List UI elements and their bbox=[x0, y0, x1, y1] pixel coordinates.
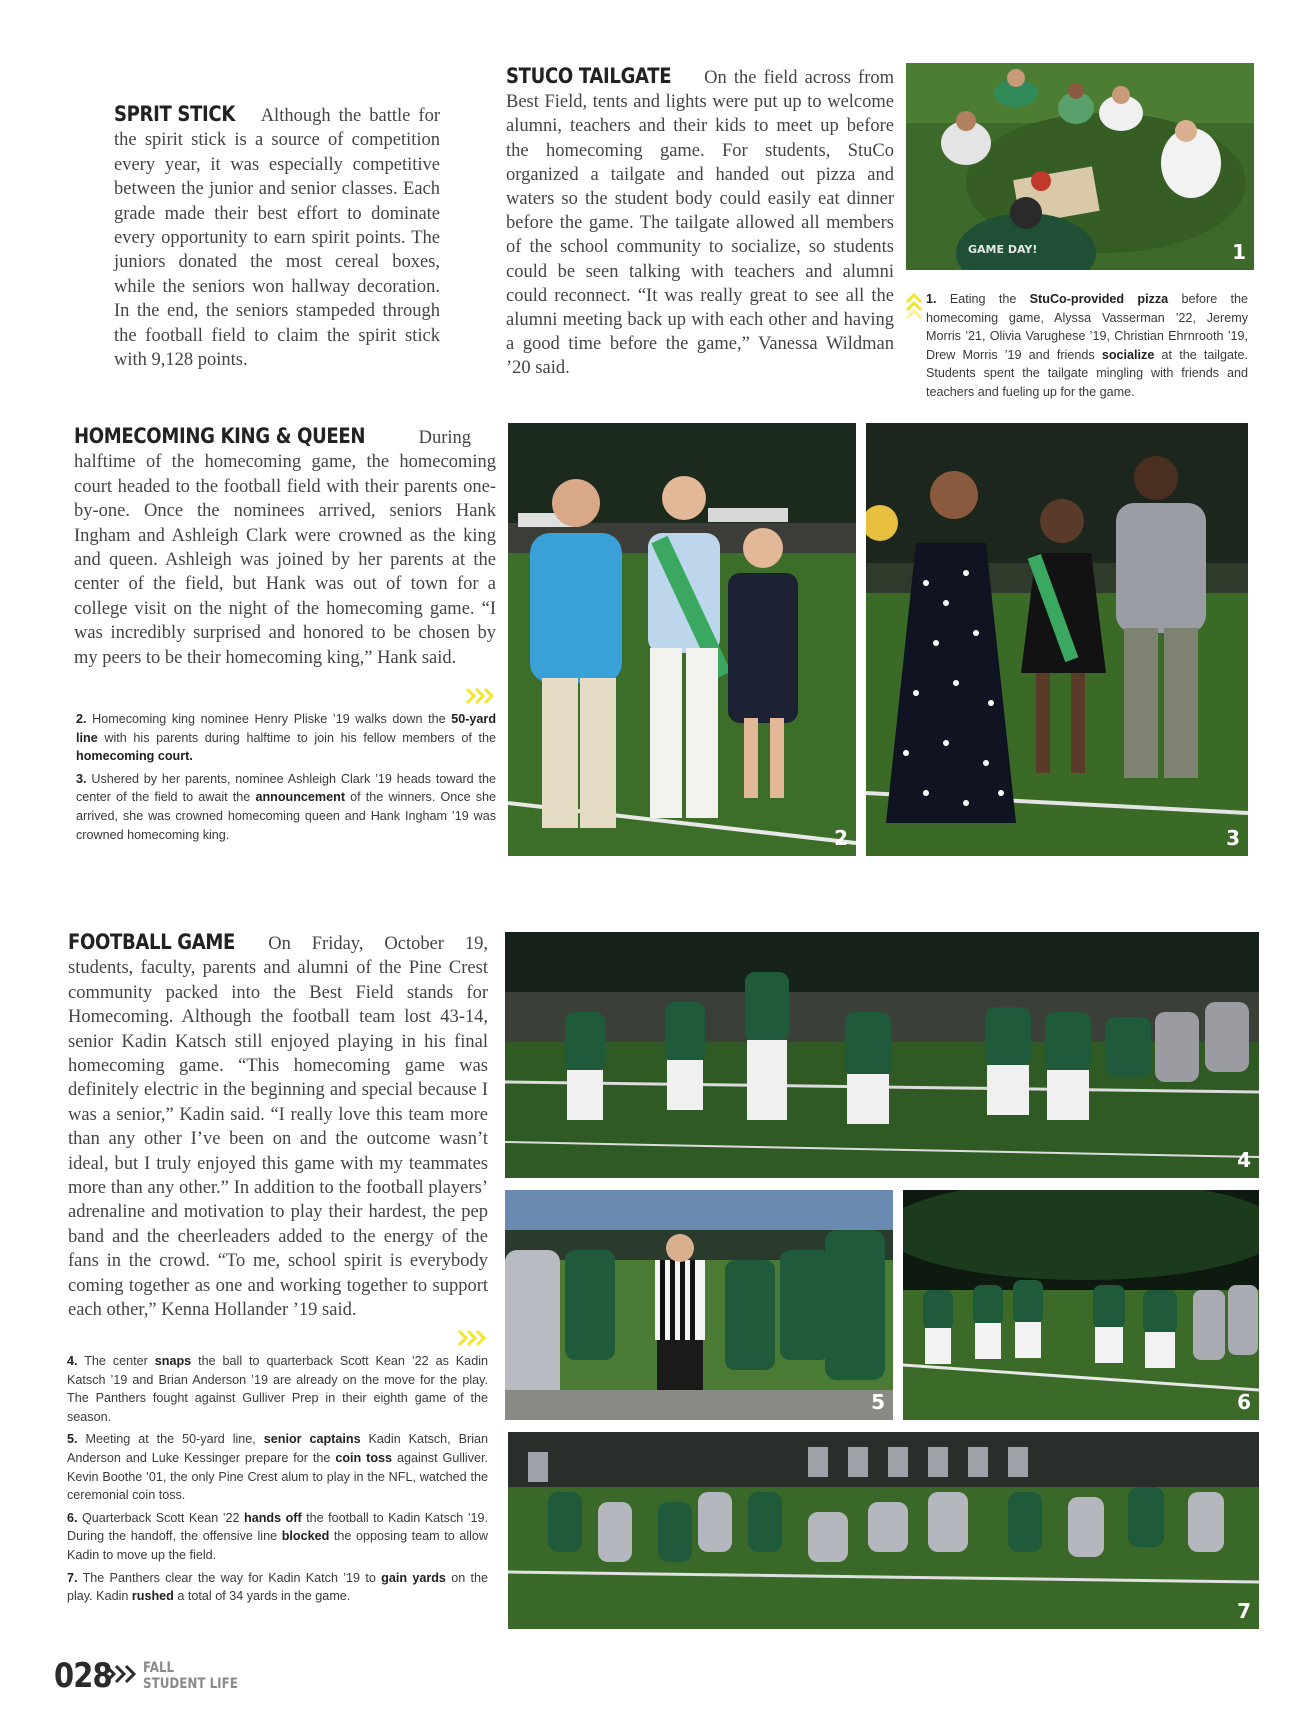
caption-5-bold-b: coin toss bbox=[335, 1450, 393, 1465]
caption-3-number: 3. bbox=[76, 771, 87, 786]
caption-1 bbox=[926, 290, 1248, 406]
caption-3-text-b: of the winners. Once she arrived, she was crowned homecoming queen and Hank Ingham ’19 was crowned homecoming king. bbox=[76, 790, 497, 842]
caption-6-number: 6. bbox=[67, 1510, 78, 1525]
caption-6-bold-a: hands off bbox=[244, 1510, 302, 1525]
caption-6 bbox=[67, 1509, 488, 1565]
football-game-paragraph bbox=[68, 930, 488, 1323]
spirit-stick-paragraph bbox=[114, 102, 440, 372]
photo-snap bbox=[505, 932, 1259, 1178]
coin-toss-photo-illustration bbox=[505, 1190, 893, 1420]
caption-4-bold-a: snaps bbox=[154, 1354, 192, 1368]
photo-king-nominee bbox=[508, 423, 856, 856]
spirit-stick-text: Although the battle for the spirit stick is a source of competition every year, it was especially competitive between the junior and senior classes. Each grade made their best effort to dominate every opportunity to earn spirit points. The juniors donated the most cereal boxes, while the seniors won hallway decoration. In the end, the seniors stampeded through the football field to claim the spirit stick with 9,128 points. bbox=[114, 106, 440, 371]
caption-arrow-up-icon bbox=[904, 292, 924, 320]
football-game-heading: FOOTBALL GAME bbox=[68, 930, 236, 954]
king-nominee-photo-illustration bbox=[508, 423, 856, 856]
caption-2-text-a: Homecoming king nominee Henry Pliske ’19 walks down the bbox=[92, 712, 446, 726]
photo-coin-toss bbox=[505, 1190, 893, 1420]
caption-2 bbox=[76, 710, 496, 766]
photo-number-1: 1 bbox=[1232, 240, 1246, 264]
footer-section-sublabel: STUDENT LIFE bbox=[143, 1676, 238, 1692]
footer-arrows-icon bbox=[103, 1663, 139, 1685]
tailgate-photo-illustration bbox=[906, 63, 1254, 270]
photo-number-6: 6 bbox=[1237, 1390, 1251, 1414]
shirt-text: GAME DAY! bbox=[968, 243, 1038, 256]
caption-3-bold-a: announcement bbox=[255, 790, 346, 805]
football-game-story bbox=[68, 930, 488, 1323]
caption-7-text-a: The Panthers clear the way for Kadin Katch ’19 to bbox=[82, 1570, 376, 1585]
snap-photo-illustration bbox=[505, 932, 1259, 1178]
footer-section-label: FALL bbox=[143, 1660, 175, 1676]
caption-2-number: 2. bbox=[76, 712, 87, 726]
captions-4-7 bbox=[67, 1352, 488, 1610]
caption-arrow-right-icon bbox=[456, 1328, 488, 1348]
caption-1-text-c: at the tailgate. Students spent the tailgate mingling with friends and teachers and fueling up for the game. bbox=[926, 347, 1248, 399]
caption-4-number: 4. bbox=[67, 1354, 78, 1368]
queen-nominee-photo-illustration bbox=[866, 423, 1248, 856]
caption-1-bold-a: StuCo-provided pizza bbox=[1029, 292, 1169, 306]
caption-5 bbox=[67, 1430, 488, 1504]
photo-number-7: 7 bbox=[1237, 1599, 1251, 1623]
caption-2-bold-b: homecoming court. bbox=[76, 749, 193, 764]
caption-2-text-b: with his parents during halftime to join his fellow members of the bbox=[104, 730, 496, 745]
photo-number-5: 5 bbox=[871, 1390, 885, 1414]
caption-4-text-a: The center bbox=[84, 1354, 148, 1368]
stuco-tailgate-heading: STUCO TAILGATE bbox=[506, 64, 672, 88]
rush-photo-illustration bbox=[508, 1432, 1259, 1629]
caption-2-bold-a: 50-yard line bbox=[76, 712, 497, 745]
spirit-stick-heading: SPRIT STICK bbox=[114, 102, 235, 126]
page-number: 028 bbox=[54, 1656, 112, 1696]
photo-number-3: 3 bbox=[1226, 826, 1240, 850]
photo-queen-nominee bbox=[866, 423, 1248, 856]
caption-5-bold-a: senior captains bbox=[263, 1432, 361, 1447]
caption-1-text-a: Eating the bbox=[949, 292, 1017, 306]
photo-rush bbox=[508, 1432, 1259, 1629]
caption-6-text-c: the opposing team to allow Kadin to move up the field. bbox=[67, 1529, 489, 1562]
stuco-tailgate-paragraph bbox=[506, 64, 894, 381]
caption-5-text-a: Meeting at the 50-yard line, bbox=[85, 1432, 256, 1447]
caption-7-text-b: on the play. Kadin bbox=[67, 1570, 489, 1604]
caption-3 bbox=[76, 770, 496, 844]
photo-handoff bbox=[903, 1190, 1259, 1420]
caption-7-bold-b: rushed bbox=[131, 1589, 174, 1604]
caption-1-text-b: before the homecoming game, Alyssa Vasserman ’22, Jeremy Morris ’21, Olivia Varughese ’19, Christian Ehrnrooth ’19, Drew Morris ’19 and friends bbox=[926, 292, 1249, 362]
stuco-tailgate-text: On the field across from Best Field, tents and lights were put up to welcome alumni, teachers and their kids to meet up before the homecoming game. For students, StuCo organized a tailgate and handed out pizza and waters so the student body could easily eat dinner before the game. The tailgate allowed all members of the school community to socialize, so students could be seen talking with teachers and alumni could reconnect. “It was really great to see all the alumni meeting back up with each other and having a good time before the game,” Vanessa Wildman ’20 said. bbox=[506, 68, 894, 379]
caption-7-number: 7. bbox=[67, 1570, 78, 1585]
photo-tailgate bbox=[906, 63, 1254, 270]
caption-1-bold-b: socialize bbox=[1101, 347, 1155, 362]
homecoming-paragraph bbox=[74, 424, 496, 670]
photo-number-2: 2 bbox=[834, 826, 848, 850]
caption-5-text-b: Kadin Katsch, Brian Anderson and Luke Kessinger prepare for the bbox=[67, 1432, 488, 1465]
caption-3-text-a: Ushered by her parents, nominee Ashleigh Clark ’19 heads toward the center of the field to await the bbox=[76, 771, 497, 805]
caption-5-text-c: against Gulliver. Kevin Boothe ’01, the only Pine Crest alum to play in the NFL, watched the ceremonial coin toss. bbox=[67, 1450, 489, 1503]
caption-5-number: 5. bbox=[67, 1432, 78, 1447]
homecoming-story bbox=[74, 424, 496, 670]
spirit-stick-story bbox=[114, 102, 440, 372]
caption-6-text-b: the football to Kadin Katsch ’19. During the handoff, the offensive line bbox=[67, 1510, 489, 1544]
caption-7 bbox=[67, 1569, 488, 1606]
handoff-photo-illustration bbox=[903, 1190, 1259, 1420]
caption-6-text-a: Quarterback Scott Kean ’22 bbox=[81, 1510, 240, 1525]
caption-4-text-b: the ball to quarterback Scott Kean ’22 as Kadin Katsch ’19 and Brian Anderson ’19 are already on the move for the play. The Panthers fought against Gulliver Prep in their eighth game of the season. bbox=[67, 1354, 488, 1424]
photo-number-4: 4 bbox=[1237, 1148, 1251, 1172]
captions-2-3 bbox=[76, 710, 496, 848]
stuco-tailgate-story bbox=[506, 64, 894, 381]
homecoming-heading: HOMECOMING KING & QUEEN bbox=[74, 424, 366, 448]
caption-4 bbox=[67, 1352, 488, 1426]
caption-6-bold-b: blocked bbox=[281, 1529, 330, 1544]
homecoming-text: During halftime of the homecoming game, the homecoming court headed to the football field with their parents one-by-one. Once the nominees arrived, seniors Hank Ingham and Ashleigh Clark were crowned as the king and queen. Ashleigh was joined by her parents at the center of the field, but Hank was out of town for a college visit on the night of the homecoming game. “I was incredibly surprised and honored to be chosen by my peers to be their homecoming king,” Hank said. bbox=[74, 428, 496, 668]
caption-arrow-right-icon bbox=[464, 686, 496, 706]
football-game-text: On Friday, October 19, students, faculty, parents and alumni of the Pine Crest community packed into the Best Field stands for Homecoming. Although the football team lost 43-14, senior Kadin Katsch still enjoyed playing in his final homecoming game. “This homecoming game was definitely electric in the beginning and special because I was a senior,” Kadin said. “I really love this team more than any other I’ve been on and the outcome wasn’t ideal, but I truly enjoyed this game with my teammates more than any other.” In addition to the football players’ adrenaline and motivation to play their hardest, the pep band and the cheerleaders added to the energy of the fans in the crowd. “To me, school spirit is everybody coming together as one and working together to support each other,” Kenna Hollander ’19 said. bbox=[68, 934, 488, 1321]
caption-1-number: 1. bbox=[926, 292, 937, 306]
caption-7-bold-a: gain yards bbox=[381, 1570, 446, 1585]
caption-7-text-c: a total of 34 yards in the game. bbox=[177, 1589, 351, 1604]
